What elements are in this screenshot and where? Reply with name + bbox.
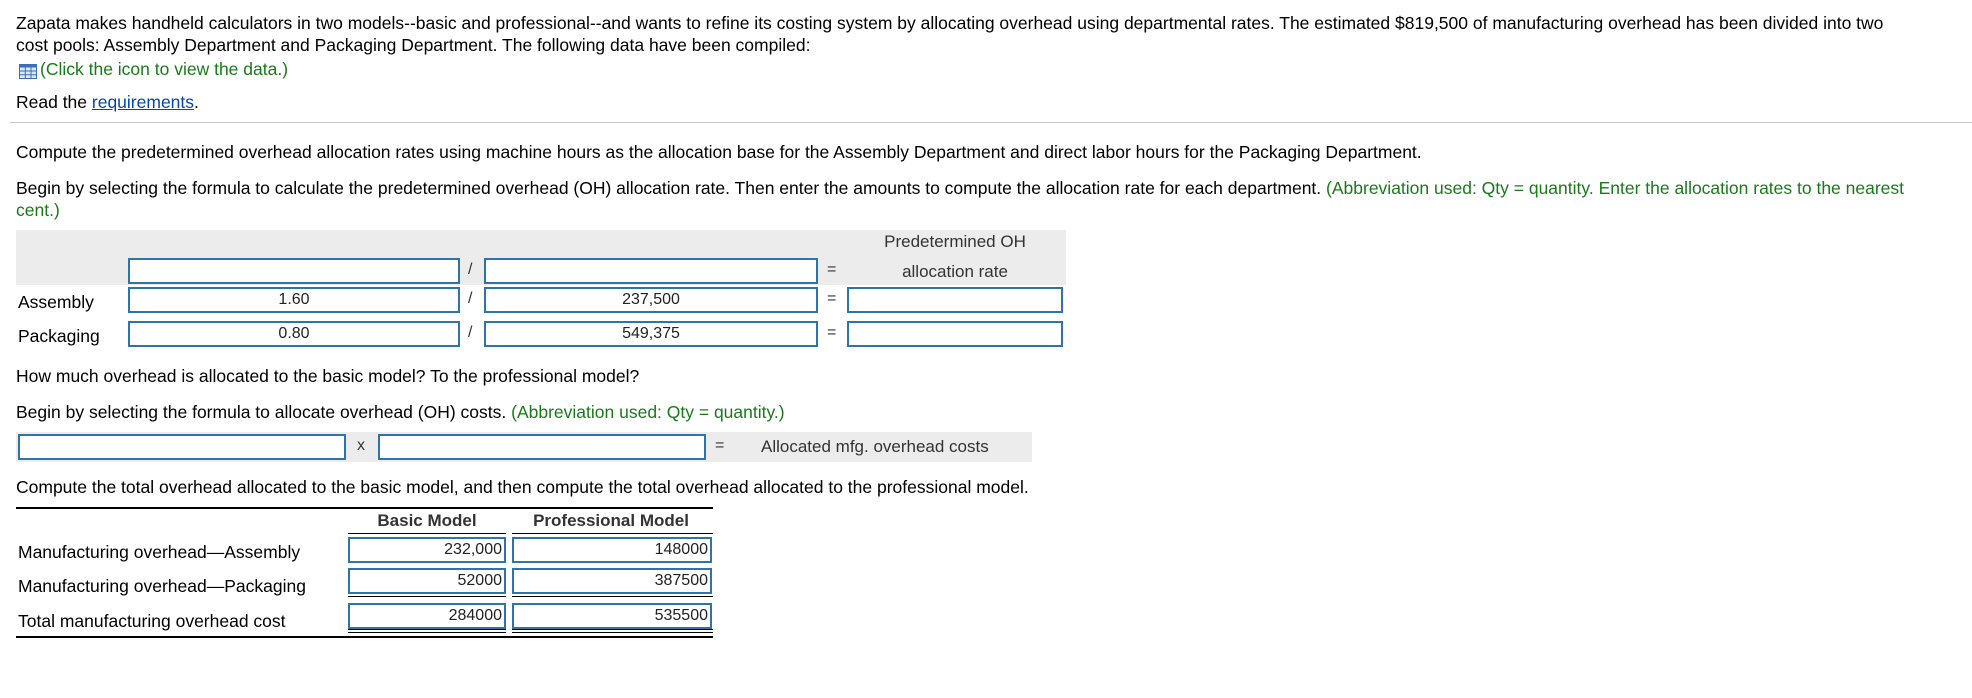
multiply-symbol: x — [357, 437, 365, 454]
col-pro-rule — [512, 533, 713, 534]
col-header-basic: Basic Model — [377, 511, 477, 530]
pro-packaging-input[interactable]: 387500 — [512, 568, 712, 594]
table-grid-icon[interactable] — [19, 64, 37, 79]
problem-text — [16, 12, 1961, 56]
rate-formula-denominator-select[interactable] — [484, 258, 818, 284]
read-requirements — [16, 91, 199, 113]
basic-total-input[interactable]: 284000 — [348, 603, 506, 629]
col-basic-rule — [348, 533, 506, 534]
part1-formula-text: Begin by selecting the formula to calculate the predetermined overhead (OH) allocation rate. Then enter the amounts to compute the allocation rate for each department. — [16, 178, 1322, 198]
part3-instruction: Compute the total overhead allocated to the basic model, and then compute the total overhead allocated to the professional model. — [16, 477, 1029, 497]
part1-formula-instruction — [16, 177, 1961, 221]
part2-formula-text: Begin by selecting the formula to allocate overhead (OH) costs. — [16, 402, 507, 422]
pro-total-input[interactable]: 535500 — [512, 603, 712, 629]
equals-symbol: = — [827, 324, 837, 341]
read-suffix: . — [194, 92, 199, 112]
problem-text-line2: cost pools: Assembly Department and Packaging Department. The following data have been compiled: — [16, 35, 811, 55]
divide-symbol: / — [468, 261, 473, 278]
table-top-rule — [16, 507, 713, 509]
total-double-rule-pro — [512, 629, 713, 633]
rate-header-line1: Predetermined OH — [884, 232, 1026, 251]
packaging-numerator-input[interactable]: 0.80 — [128, 321, 460, 347]
mfg-oh-assembly-label: Manufacturing overhead—Assembly — [18, 542, 301, 562]
assembly-rate-input[interactable] — [847, 287, 1063, 313]
read-prefix: Read the — [16, 92, 92, 112]
assembly-numerator-input[interactable]: 1.60 — [128, 287, 460, 313]
divide-symbol: / — [468, 290, 473, 307]
view-data-link[interactable]: (Click the icon to view the data.) — [40, 59, 289, 79]
section-divider — [10, 122, 1972, 123]
part2-formula-hint: (Abbreviation used: Qty = quantity.) — [511, 402, 785, 422]
requirements-link[interactable]: requirements — [91, 92, 195, 112]
problem-text-line1: Zapata makes handheld calculators in two models--basic and professional--and wants to refine its costing system by allocating overhead using departmental rates. The estimated $819,500 of manufacturing overhead has been divided into two — [16, 13, 1884, 33]
packaging-label: Packaging — [18, 326, 100, 346]
pro-assembly-input[interactable]: 148000 — [512, 537, 712, 563]
part2-question: How much overhead is allocated to the basic model? To the professional model? — [16, 366, 640, 386]
rate-header-line2: allocation rate — [902, 262, 1008, 281]
total-mfg-oh-label: Total manufacturing overhead cost — [18, 611, 286, 631]
packaging-denominator-input[interactable]: 549,375 — [484, 321, 818, 347]
part1-instruction: Compute the predetermined overhead allocation rates using machine hours as the allocation base for the Assembly Department and direct labor hours for the Packaging Department. — [16, 142, 1422, 162]
subtotal-rule-pro — [512, 596, 713, 597]
divide-symbol: / — [468, 324, 473, 341]
allocated-costs-label: Allocated mfg. overhead costs — [761, 437, 989, 456]
part1-formula-hint-cont: cent.) — [16, 200, 60, 220]
part2-formula-instruction — [16, 401, 785, 423]
packaging-rate-input[interactable] — [847, 321, 1063, 347]
rate-formula-numerator-select[interactable] — [128, 258, 460, 284]
basic-packaging-input[interactable]: 52000 — [348, 568, 506, 594]
allocation-formula-left-select[interactable] — [18, 434, 346, 460]
total-double-rule-basic — [348, 629, 506, 633]
allocation-formula-right-select[interactable] — [378, 434, 706, 460]
col-header-professional: Professional Model — [533, 511, 689, 530]
equals-symbol: = — [827, 290, 837, 307]
assembly-denominator-input[interactable]: 237,500 — [484, 287, 818, 313]
equals-symbol: = — [827, 261, 837, 278]
mfg-oh-packaging-label: Manufacturing overhead—Packaging — [18, 576, 306, 596]
assembly-label: Assembly — [18, 292, 94, 312]
subtotal-rule-basic — [348, 596, 506, 597]
basic-assembly-input[interactable]: 232,000 — [348, 537, 506, 563]
equals-symbol: = — [715, 437, 725, 454]
part1-formula-hint: (Abbreviation used: Qty = quantity. Enter the allocation rates to the nearest — [1326, 178, 1905, 198]
table-bottom-rule — [16, 636, 713, 638]
